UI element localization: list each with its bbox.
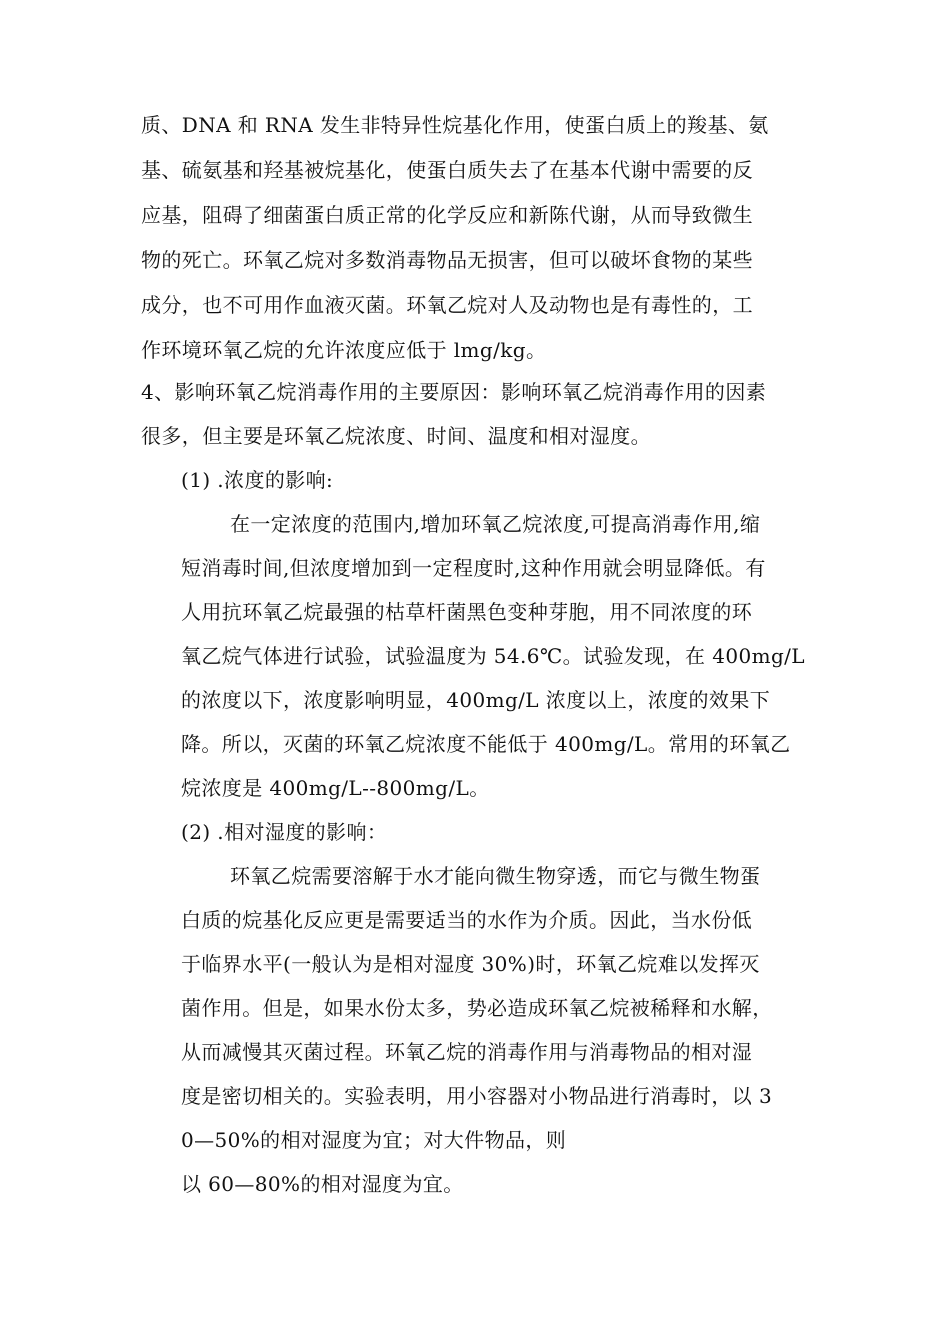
text-line: 物的死亡。环氧乙烷对多数消毒物品无损害，但可以破坏食物的某些: [141, 248, 753, 272]
text-line: 度是密切相关的。实验表明，用小容器对小物品进行消毒时，以 3: [181, 1084, 773, 1108]
text-line: 成分，也不可用作血液灭菌。环氧乙烷对人及动物也是有毒性的，工: [141, 293, 753, 317]
text-line: 基、硫氨基和羟基被烷基化，使蛋白质失去了在基本代谢中需要的反: [141, 158, 753, 182]
text-line: 菌作用。但是，如果水份太多，势必造成环氧乙烷被稀释和水解，: [181, 996, 773, 1020]
text-line: 0—50%的相对湿度为宜；对大件物品，则: [181, 1128, 567, 1152]
text-line: 质、DNA 和 RNA 发生非特异性烷基化作用，使蛋白质上的羧基、氨: [141, 113, 769, 137]
subheading-humidity: (2) .相对湿度的影响：: [181, 820, 388, 844]
text-line: 降。所以，灭菌的环氧乙烷浓度不能低于 400mg/L。常用的环氧乙: [181, 732, 791, 756]
text-line: 很多，但主要是环氧乙烷浓度、时间、温度和相对湿度。: [141, 424, 651, 448]
text-line: 以 60—80%的相对湿度为宜。: [181, 1172, 464, 1196]
text-line: 环氧乙烷需要溶解于水才能向微生物穿透，而它与微生物蛋: [230, 864, 761, 888]
text-line: 的浓度以下，浓度影响明显，400mg/L 浓度以上，浓度的效果下: [181, 688, 771, 712]
text-line: 作环境环氧乙烷的允许浓度应低于 lmg/kg。: [141, 338, 547, 362]
text-line: 白质的烷基化反应更是需要适当的水作为介质。因此，当水份低: [181, 908, 753, 932]
text-line: 氧乙烷气体进行试验，试验温度为 54.6℃。试验发现，在 400mg/L: [181, 644, 805, 668]
subheading-concentration: (1) .浓度的影响:: [181, 468, 334, 492]
text-line: 短消毒时间,但浓度增加到一定程度时,这种作用就会明显降低。有: [181, 556, 766, 580]
text-line: 于临界水平(一般认为是相对湿度 30%)时，环氧乙烷难以发挥灭: [181, 952, 760, 976]
text-line: 烷浓度是 400mg/L--800mg/L。: [181, 776, 490, 800]
text-line: 人用抗环氧乙烷最强的枯草杆菌黑色变种芽胞，用不同浓度的环: [181, 600, 753, 624]
text-line: 在一定浓度的范围内,增加环氧乙烷浓度,可提高消毒作用,缩: [230, 512, 761, 536]
section-heading: 4、影响环氧乙烷消毒作用的主要原因：影响环氧乙烷消毒作用的因素: [141, 380, 767, 404]
text-line: 应基，阻碍了细菌蛋白质正常的化学反应和新陈代谢，从而导致微生: [141, 203, 753, 227]
text-line: 从而减慢其灭菌过程。环氧乙烷的消毒作用与消毒物品的相对湿: [181, 1040, 753, 1064]
